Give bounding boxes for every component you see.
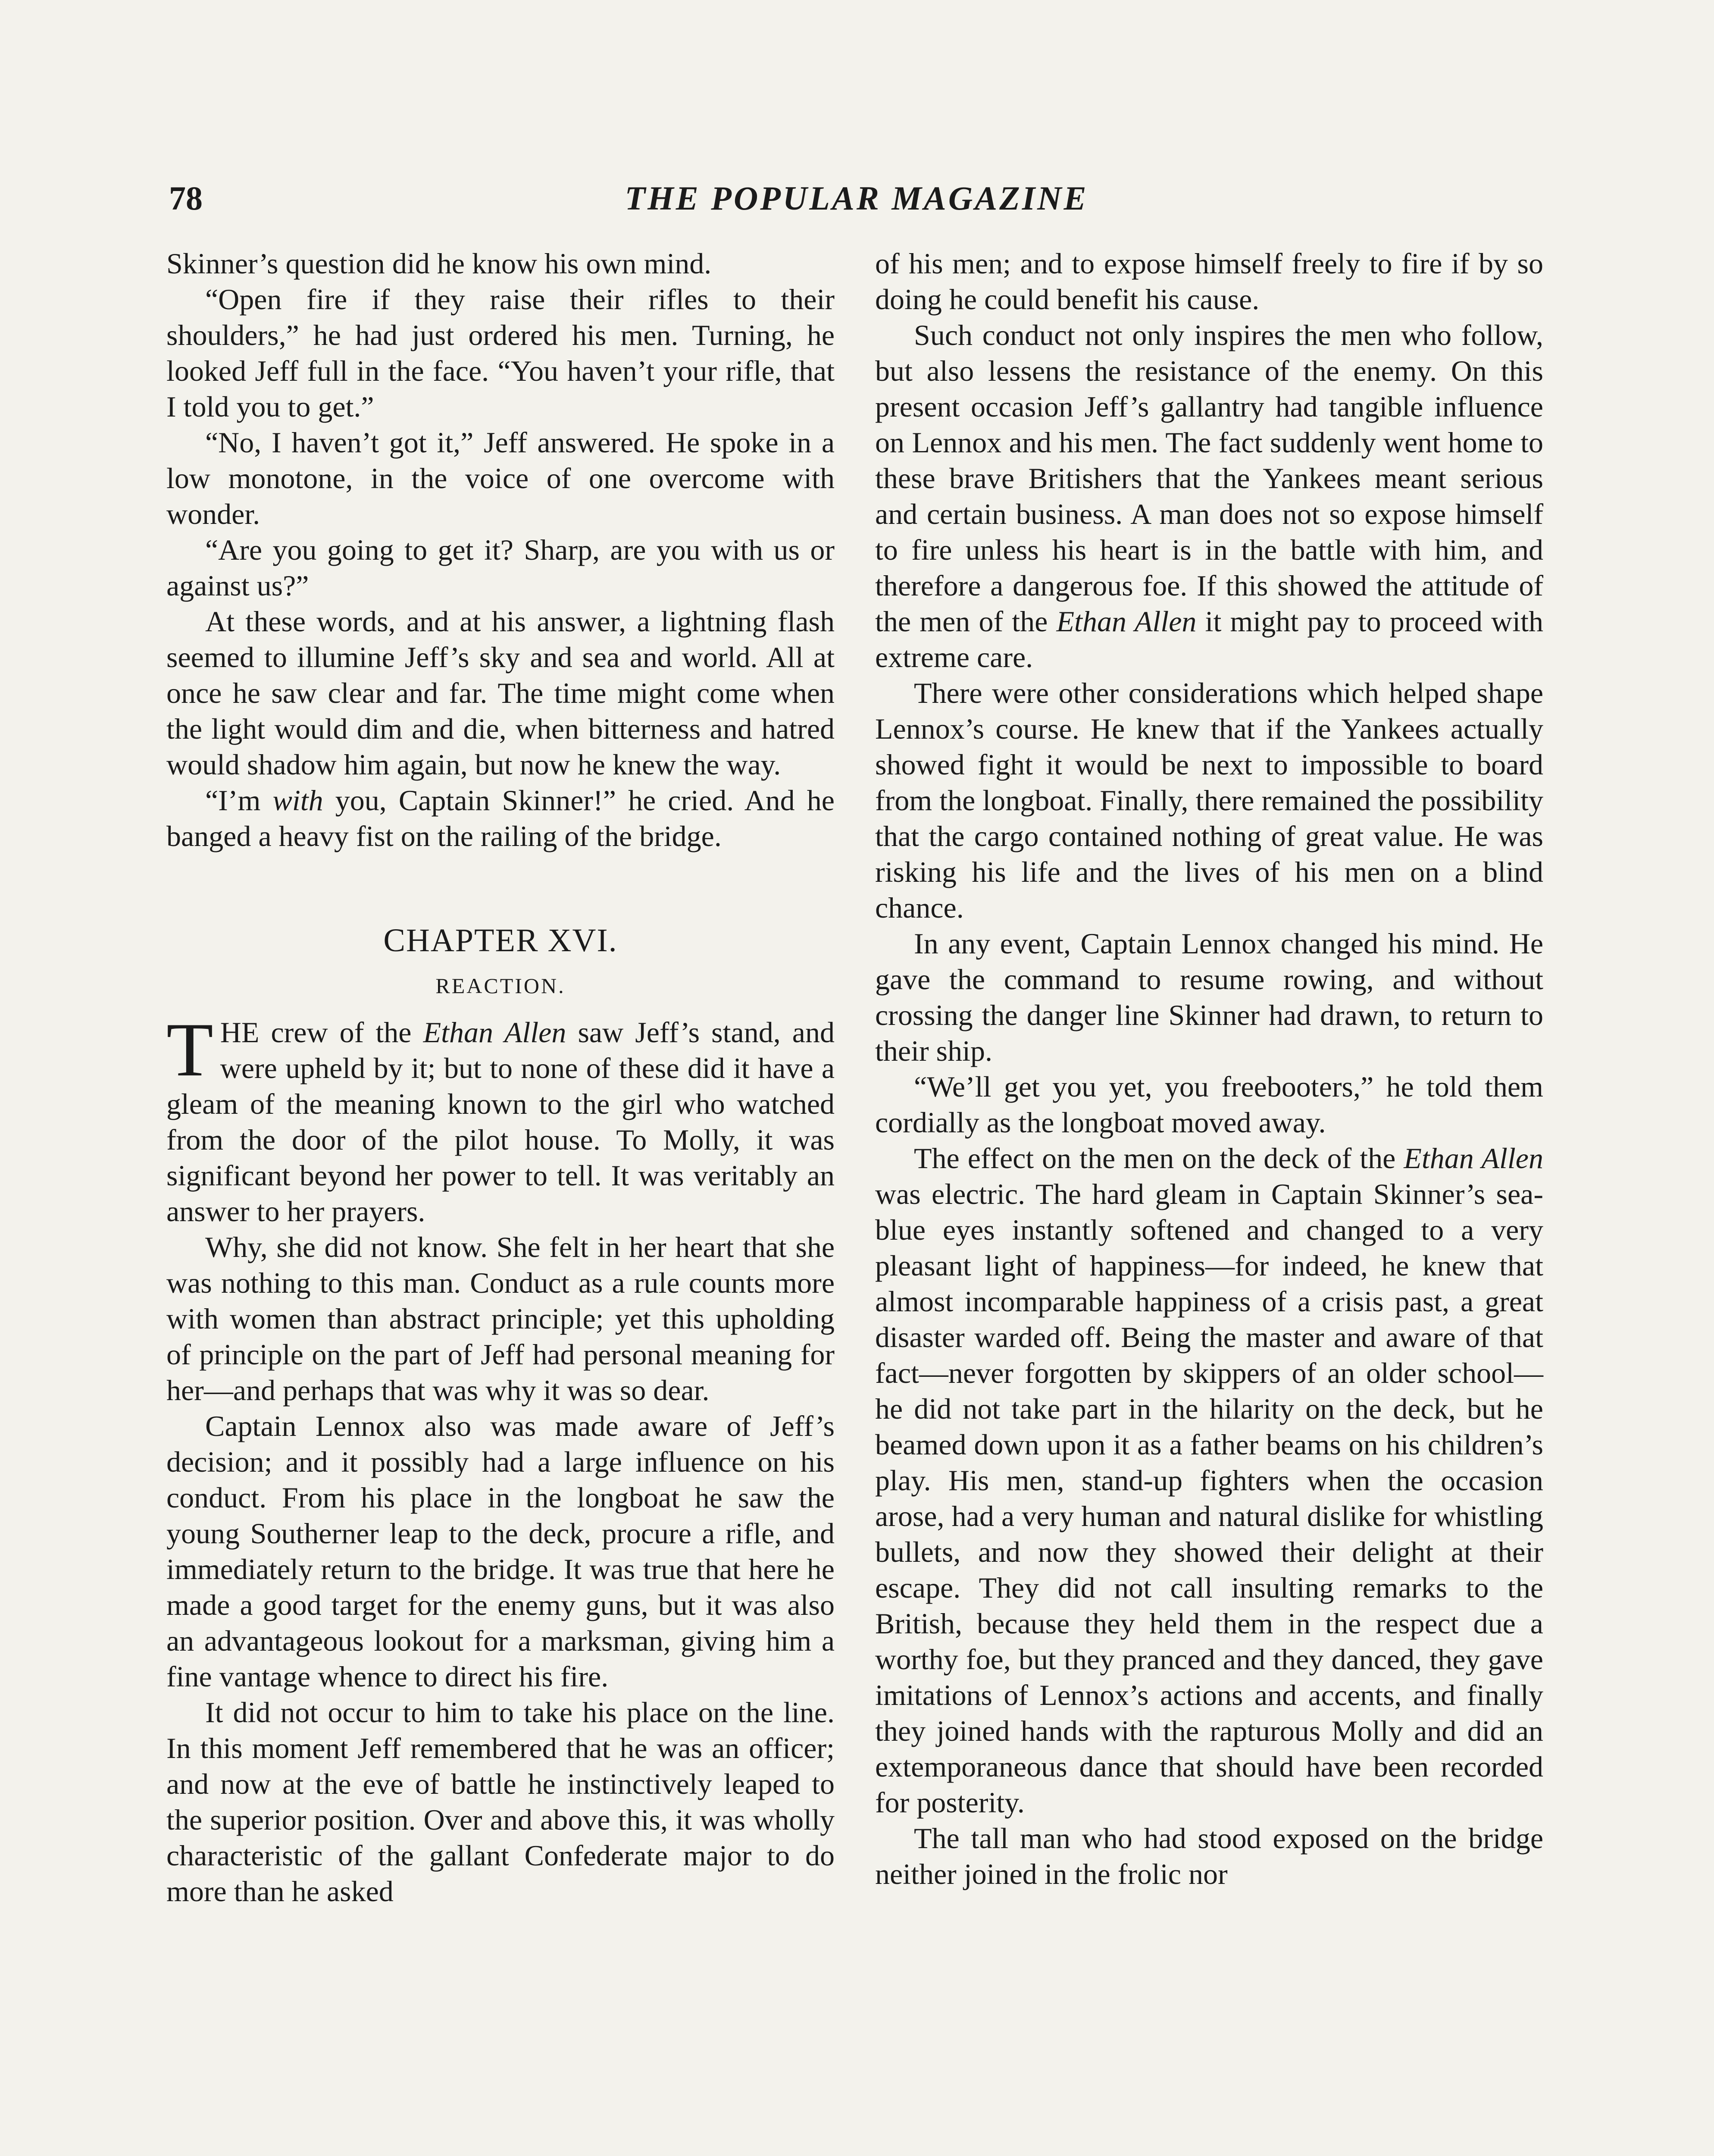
drop-cap: T <box>166 1007 213 1092</box>
text-run: HE crew of the <box>220 1016 423 1049</box>
text-run: Such conduct not only inspires the men who follow, but also lessens the resistance of the enemy. On this present occasion Jeff’s gallantry had tangible influence on Lennox and his men. The fact suddenly went home to these brave Britishers that the Yankees meant serious and certain business. A man does not so expose himself to fire unless his heart is in the battle with him, and therefore a dangerous foe. If this showed the attitude of the men of the <box>875 319 1543 638</box>
paragraph-with-ship-name <box>875 1141 1543 1821</box>
paragraph: It did not occur to him to take his place on the line. In this moment Jeff remembered that he was an officer; and now at the eve of battle he instinctively leaped to the superior position. Over and above this, it was wholly characteristic of the gallant Confederate major to do more than he asked <box>166 1696 835 1908</box>
paragraph: “Are you going to get it? Sharp, are you with us or against us?” <box>166 533 835 602</box>
page-number: 78 <box>169 179 203 217</box>
running-title: THE POPULAR MAGAZINE <box>625 179 1088 217</box>
page-header <box>169 170 1544 226</box>
text-run: was electric. The hard gleam in Captain Skinner’s sea-blue eyes instantly softened and changed to a very pleasant light of happiness—for indeed, he knew that almost incomparable happiness of a crisis past, a great disaster warded off. Being the master and aware of that fact—never forgotten by skippers of an older school—he did not take part in the hilarity on the deck, but he beamed down upon it as a father beams on his children’s play. His men, stand-up fighters when the occasion arose, had a very human and natural dislike for whistling bullets, and now they showed their delight at their escape. They did not call insulting remarks to the British, because they held them in the respect due a worthy foe, but they pranced and they danced, they gave imitations of Lennox’s actions and accents, and finally they joined hands with the rapturous Molly and did an extemporaneous dance that should have been recorded for posterity. <box>875 1178 1543 1819</box>
text-run: The effect on the men on the deck of the <box>914 1142 1404 1175</box>
paragraph: Why, she did not know. She felt in her heart that she was nothing to this man. Conduct as a rule counts more with women than abstract principle; yet this upholding of principle on the part of Jeff had personal meaning for her—and perhaps that was why it was so dear. <box>166 1231 835 1407</box>
ship-name: Ethan Allen <box>1404 1142 1543 1175</box>
chapter-opening-paragraph <box>166 1007 835 1229</box>
paragraph: “No, I haven’t got it,” Jeff answered. He spoke in a low monotone, in the voice of one overcome with wonder. <box>166 426 835 530</box>
paragraph: of his men; and to expose himself freely to fire if by so doing he could benefit his cause. <box>875 247 1543 316</box>
text-run: you, Captain Skinner!” he cried. And he banged a heavy fist on the railing of the bridge. <box>166 784 835 852</box>
ship-name: Ethan Allen <box>1056 605 1197 638</box>
paragraph: “Open fire if they raise their rifles to their shoulders,” he had just ordered his men. Turning, he looked Jeff full in the face. “You haven’t your rifle, that I told you to get.” <box>166 283 835 423</box>
text-run: it might pay to proceed with extreme care. <box>875 605 1543 674</box>
ship-name: Ethan Allen <box>423 1016 566 1049</box>
text-run: saw Jeff’s stand, and were upheld by it; but to none of these did it have a gleam of the meaning known to the girl who watched from the door of the pilot house. To Molly, it was significant beyond her power to tell. It was veritably an answer to her prayers. <box>166 1016 835 1228</box>
paragraph: In any event, Captain Lennox changed his mind. He gave the command to resume rowing, and without crossing the danger line Skinner had drawn, to return to their ship. <box>875 927 1543 1067</box>
paragraph: “We’ll get you yet, you freebooters,” he told them cordially as the longboat moved away. <box>875 1070 1543 1139</box>
chapter-subtitle: REACTION. <box>435 974 566 998</box>
paragraph: At these words, and at his answer, a lightning flash seemed to illumine Jeff’s sky and sea and world. All at once he saw clear and far. The time might come when the light would dim and die, when bitterness and hatred would shadow him again, but now he knew the way. <box>166 605 835 781</box>
paragraph: The tall man who had stood exposed on the bridge neither joined in the frolic nor <box>875 1822 1543 1890</box>
left-column <box>166 246 835 1909</box>
paragraph-with-emphasis <box>166 783 835 854</box>
chapter-heading: CHAPTER XVI. <box>383 922 618 959</box>
paragraph: Skinner’s question did he know his own mind. <box>166 247 712 280</box>
emphasis-text: with <box>272 784 323 817</box>
paragraph: Captain Lennox also was made aware of Jeff’s decision; and it possibly had a large influence on his conduct. From his place in the longboat he saw the young Southerner leap to the deck, procure a rifle, and immediately return to the bridge. It was true that here he made a good target for the enemy guns, but it was also an advantageous lookout for a marksman, giving him a fine vantage whence to direct his fire. <box>166 1410 835 1693</box>
text-run: “I’m <box>205 784 273 817</box>
paragraph-with-ship-name <box>875 317 1543 675</box>
right-column <box>875 246 1543 1892</box>
paragraph: There were other considerations which helped shape Lennox’s course. He knew that if the Yankees actually showed fight it would be next to impossible to board from the longboat. Finally, there remained the possibility that the cargo contained nothing of great value. He was risking his life and the lives of his men on a blind chance. <box>875 677 1543 924</box>
